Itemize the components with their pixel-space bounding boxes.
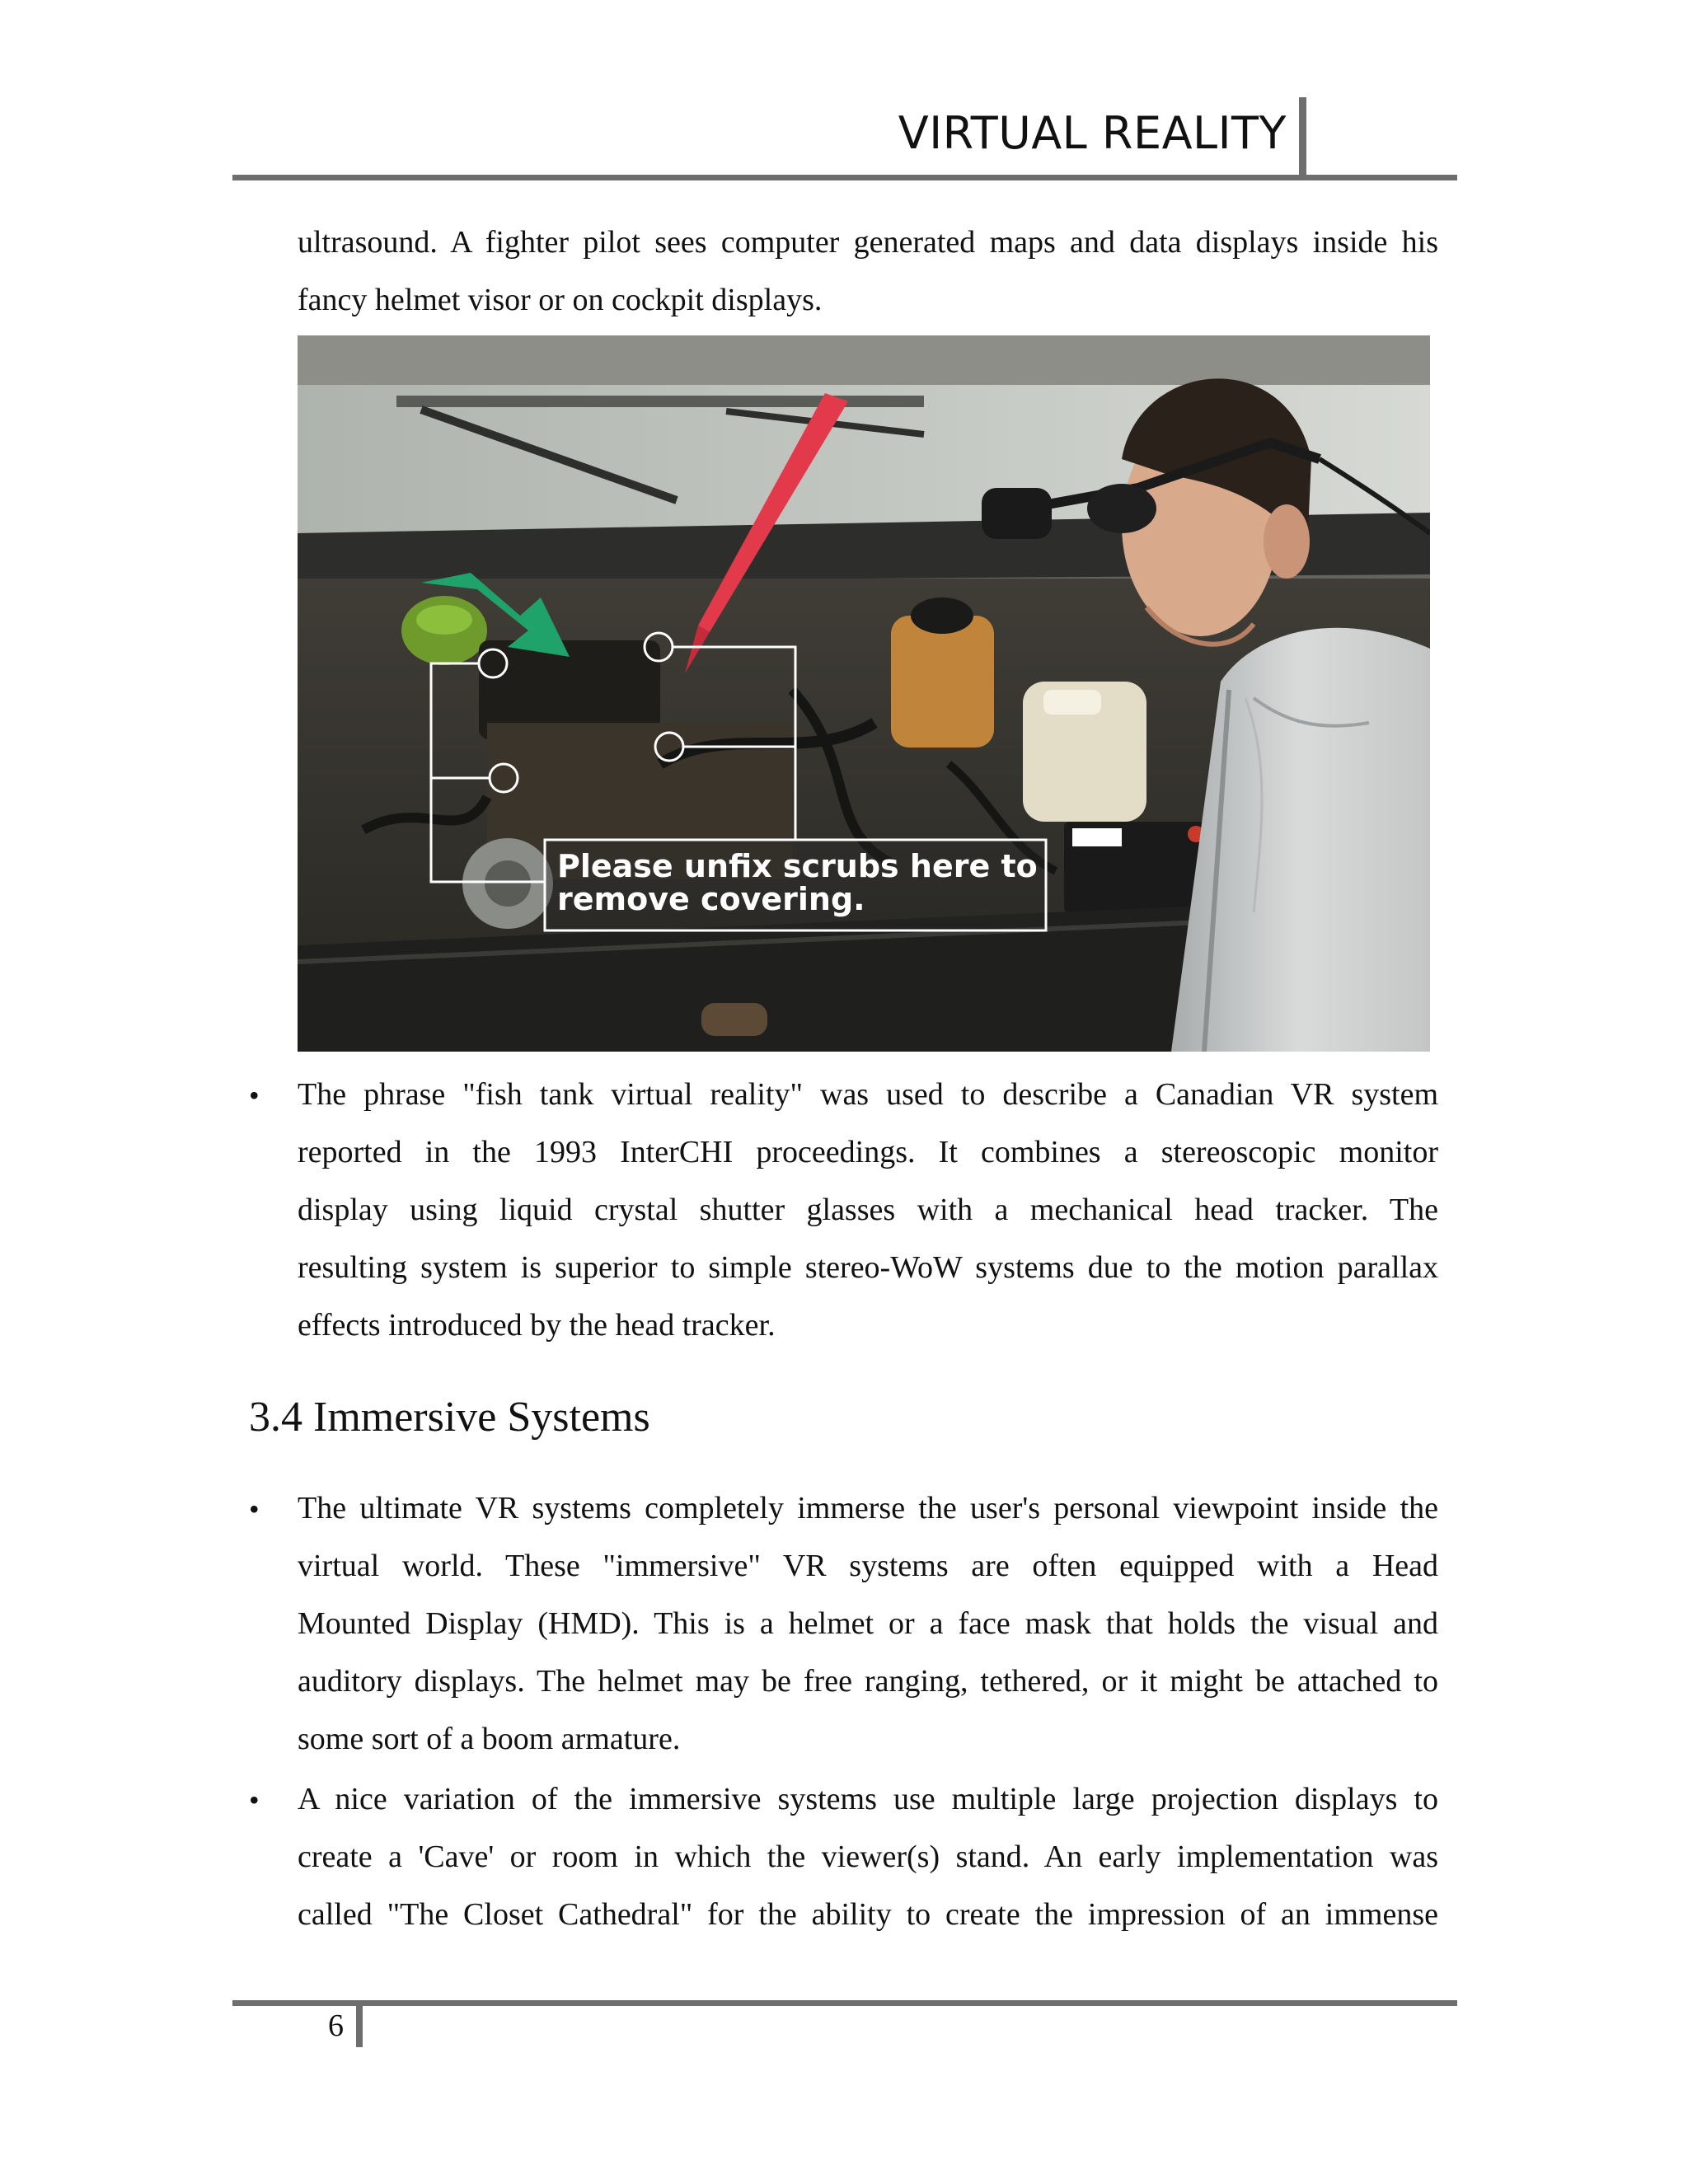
header-vertical-bar [1299,97,1306,178]
page-number: 6 [328,2008,344,2043]
immersive1-line-5: some sort of a boom armature. [298,1722,681,1756]
ar-caption-line-1: Please unfix scrubs here to [557,848,1038,884]
section-heading: 3.4 Immersive Systems [249,1394,650,1441]
immersive1-line-4: auditory displays. The helmet may be free ranging, tethered, or it might be attached to [298,1664,1438,1699]
immersive1-line-2: virtual world. These "immersive" VR systems are often equipped with a Head [298,1549,1438,1583]
bullet-fishtank: • [249,1079,260,1112]
ar-caption-line-2: remove covering. [557,881,865,917]
footer-rule [232,2000,1457,2006]
immersive2-line-3: called "The Closet Cathedral" for the ability to create the impression of an immense [298,1897,1438,1932]
immersive1-line-1: The ultimate VR systems completely immerse the user's personal viewpoint inside the [298,1491,1438,1526]
fishtank-line-5: effects introduced by the head tracker. [298,1308,776,1343]
fishtank-line-4: resulting system is superior to simple stereo-WoW systems due to the motion parallax [298,1250,1438,1285]
intro-line-1: ultrasound. A fighter pilot sees computer generated maps and data displays inside his [298,225,1438,260]
engine-ar-illustration [298,335,1430,1052]
engine-ar-photo [298,335,1430,1052]
intro-line-2: fancy helmet visor or on cockpit displays. [298,283,823,317]
immersive2-line-2: create a 'Cave' or room in which the viewer(s) stand. An early implementation was [298,1840,1438,1874]
fishtank-line-2: reported in the 1993 InterCHI proceedings. It combines a stereoscopic monitor [298,1135,1438,1169]
bullet-immersive-2: • [249,1783,260,1816]
fishtank-line-3: display using liquid crystal shutter glasses with a mechanical head tracker. The [298,1193,1438,1227]
fishtank-line-1: The phrase "fish tank virtual reality" was used to describe a Canadian VR system [298,1077,1438,1112]
footer-vertical-bar [356,2004,363,2047]
header-rule [232,175,1457,180]
immersive2-line-1: A nice variation of the immersive systems use multiple large projection displays to [298,1782,1438,1816]
running-header-title: VIRTUAL REALITY [898,107,1287,159]
immersive1-line-3: Mounted Display (HMD). This is a helmet or a face mask that holds the visual and [298,1606,1438,1641]
bullet-immersive-1: • [249,1493,260,1526]
